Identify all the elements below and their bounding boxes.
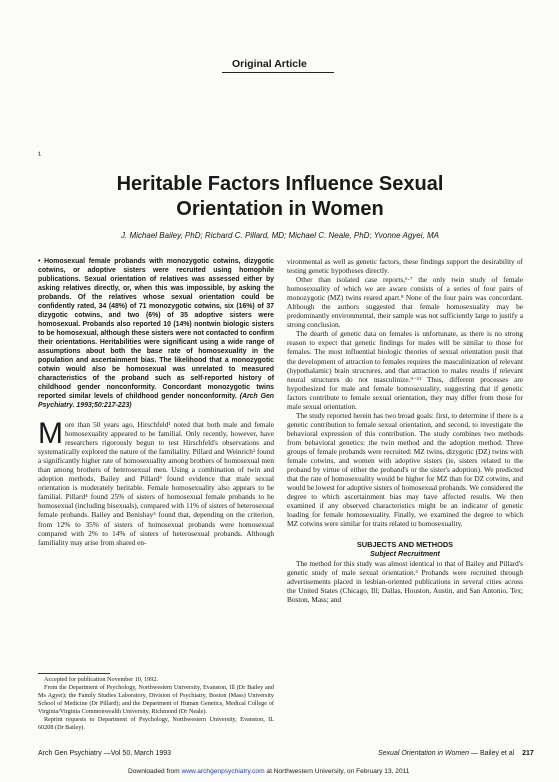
methods-paragraph: The method for this study was almost identical to that of Bailey and Pillard's genetic study of male sexual orientation.³ Probands were recruited through advertisements placed in lesbian-oriented publications in several cities across the United States (Chicago, Ill; Dallas, Houston, Austin, and San Antonio, Tex; Boston, Mass; and: [287, 558, 523, 604]
footnote: [38, 676, 274, 732]
article-title: [60, 172, 500, 222]
footer-authors: — Bailey et al: [471, 750, 515, 757]
section-label: Original Article: [232, 58, 307, 70]
body-paragraph-intro: [38, 417, 274, 547]
intro-text: ore than 50 years ago, Hirschfeld¹ noted that both male and female homosexuality appeared to be familial. Only recently, however, have researchers rigorously begun to test Hirschfeld's observations and systematically explored the nature of the familiality. Pillard and Weinrich² found a significantly higher rate of homosexuality among brothers of homosexual men than among brothers of heterosexual men. Using a combination of twin and adoption methods, Bailey and Pillard³ found evidence that male sexual orientation is moderately heritable. Female homosexuality also appears to be familial. Pillard⁴ found 25% of sisters of homosexual female probands to be homosexual (including bisexuals), compared with 11% of sisters of heterosexual female probands. Bailey and Benishay⁵ found that, depending on the criterion, from 12% to 35% of sisters of homosexual probands were homosexual compared with 2% to 14% of sisters of heterosexual probands. Although familiality may arise from shared en-: [38, 420, 274, 547]
drop-cap: M: [38, 417, 63, 450]
margin-mark: ¹: [38, 150, 41, 160]
footnote-accepted: Accepted for publication November 10, 1992.: [44, 676, 158, 683]
abstract-text: • Homosexual female probands with monozygotic cotwins, dizygotic cotwins, or adoptive sisters were recruited using homophile publications. Sexual orientation of relatives was assessed either by asking relatives directly, or, when this was impossible, by asking the probands. Of the relatives whose sexual orientation could be confidently rated, 34 (48%) of 71 monozygotic cotwins, six (16%) of 37 dizygotic cotwins, and two (6%) of 35 adoptive sisters were homosexual. Probands also reported 10 (14%) nontwin biologic sisters to be homosexual, although these sisters were not contacted to confirm their orientations. Heritabilities were significant using a wide range of assumptions about both the base rate of homosexuality in the population and ascertainment bias. The likelihood that a monozygotic cotwin would also be homosexual was unrelated to measured characteristics of the proband such as self-reported history of childhood gender nonconformity. Concordant monozygotic twins reported similar levels of childhood gender nonconformity.: [38, 258, 274, 400]
body-paragraph: The dearth of genetic data on females is unfortunate, as there is no strong reason to expect that genetic findings for males will be similar to those for females. The most influential biologic theories of sexual orientation posit that the development of attraction to females requires the masculinization of relevant (hypothalamic) brain structures, and that attraction to males results if relevant neural structures do not masculinize.⁹⁻¹¹ Thus, different processes are hypothesized for male and female homosexuality, suggesting that if genetic factors contribute to female sexual orientation, they may differ from those for male sexual orientation.: [287, 329, 523, 411]
download-suffix: at Northwestern University, on February 13, 2011: [264, 768, 410, 775]
title-line-1: Heritable Factors Influence Sexual: [116, 173, 444, 195]
section-rule: [222, 72, 334, 73]
footer-title: Sexual Orientation in Women: [378, 750, 470, 757]
author-list: J. Michael Bailey, PhD; Richard C. Pillard, MD; Michael C. Neale, PhD; Yvonne Agyei, MA: [121, 231, 439, 240]
footnote-reprints: Reprint requests to Department of Psychology, Northwestern University, Evanston, IL 60208 (Dr Bailey).: [38, 716, 274, 731]
title-line-2: Orientation in Women: [176, 198, 384, 220]
footer-journal: Arch Gen Psychiatry —Vol 50, March 1993: [38, 750, 172, 757]
body-paragraph: Other than isolated case reports,⁶·⁷ the only twin study of female homosexuality of which we are aware consists of a series of four pairs of monozygotic (MZ) twins reared apart.⁸ None of the four pairs was concordant. Although the authors suggested that female homosexuality may be predominantly environmental, their sample was not sufficiently large to justify a strong conclusion.: [287, 275, 523, 330]
footer-running-title: [378, 750, 534, 757]
methods-heading: SUBJECTS AND METHODS: [356, 540, 454, 550]
right-column: [287, 257, 523, 604]
abstract-citation: (Arch Gen Psychiatry. 1993;50:217-223): [38, 393, 274, 409]
body-paragraph: vironmental as well as genetic factors, these findings support the desirability of testing genetic hypotheses directly.: [287, 257, 523, 276]
download-prefix: Downloaded from: [128, 768, 182, 775]
left-column: [38, 257, 274, 547]
body-paragraph: The study reported herein has two broad goals: first, to determine if there is a genetic contribution to female sexual orientation, and second, to investigate the behavioral expression of this contribution. The study combines two methods from behavioral genetics: the twin method and the adoption method. Three groups of female probands were recruited: MZ twins, dizygotic (DZ) twins with female cotwins, and women with adoptive sisters (ie, sisters related to the proband by virtue of either the proband's or the sister's adoption). We predicted that the rate of homosexuality would be higher for MZ than for DZ cotwins, and would be lowest for adoptive sisters of homosexual probands. We considered the degree to which ascertainment bias may have affected results. We then examined if any observed characteristics might be an indicator of genetic loading for female homosexuality. Finally, we examined the degree to which MZ cotwins were similar for traits related to homosexuality.: [287, 410, 523, 529]
download-notice: [128, 768, 409, 775]
footnote-affiliations: From the Department of Psychology, Northwestern University, Evanston, Ill (Dr Bailey and Ms Agyei); the Family Studies Laboratory, Division of Psychiatry, Boston (Mass) University School of Medicine (Dr Pillard); and the Department of Human Genetics, Medical College of Virginia/Virginia Commonwealth University, Richmond (Dr Neale).: [38, 684, 274, 715]
page-number: 217: [522, 750, 534, 757]
abstract: [38, 257, 274, 410]
footnote-rule: [38, 673, 110, 674]
download-link[interactable]: www.archgenpsychiatry.com: [181, 768, 265, 775]
methods-subheading: Subject Recruitment: [370, 549, 440, 559]
